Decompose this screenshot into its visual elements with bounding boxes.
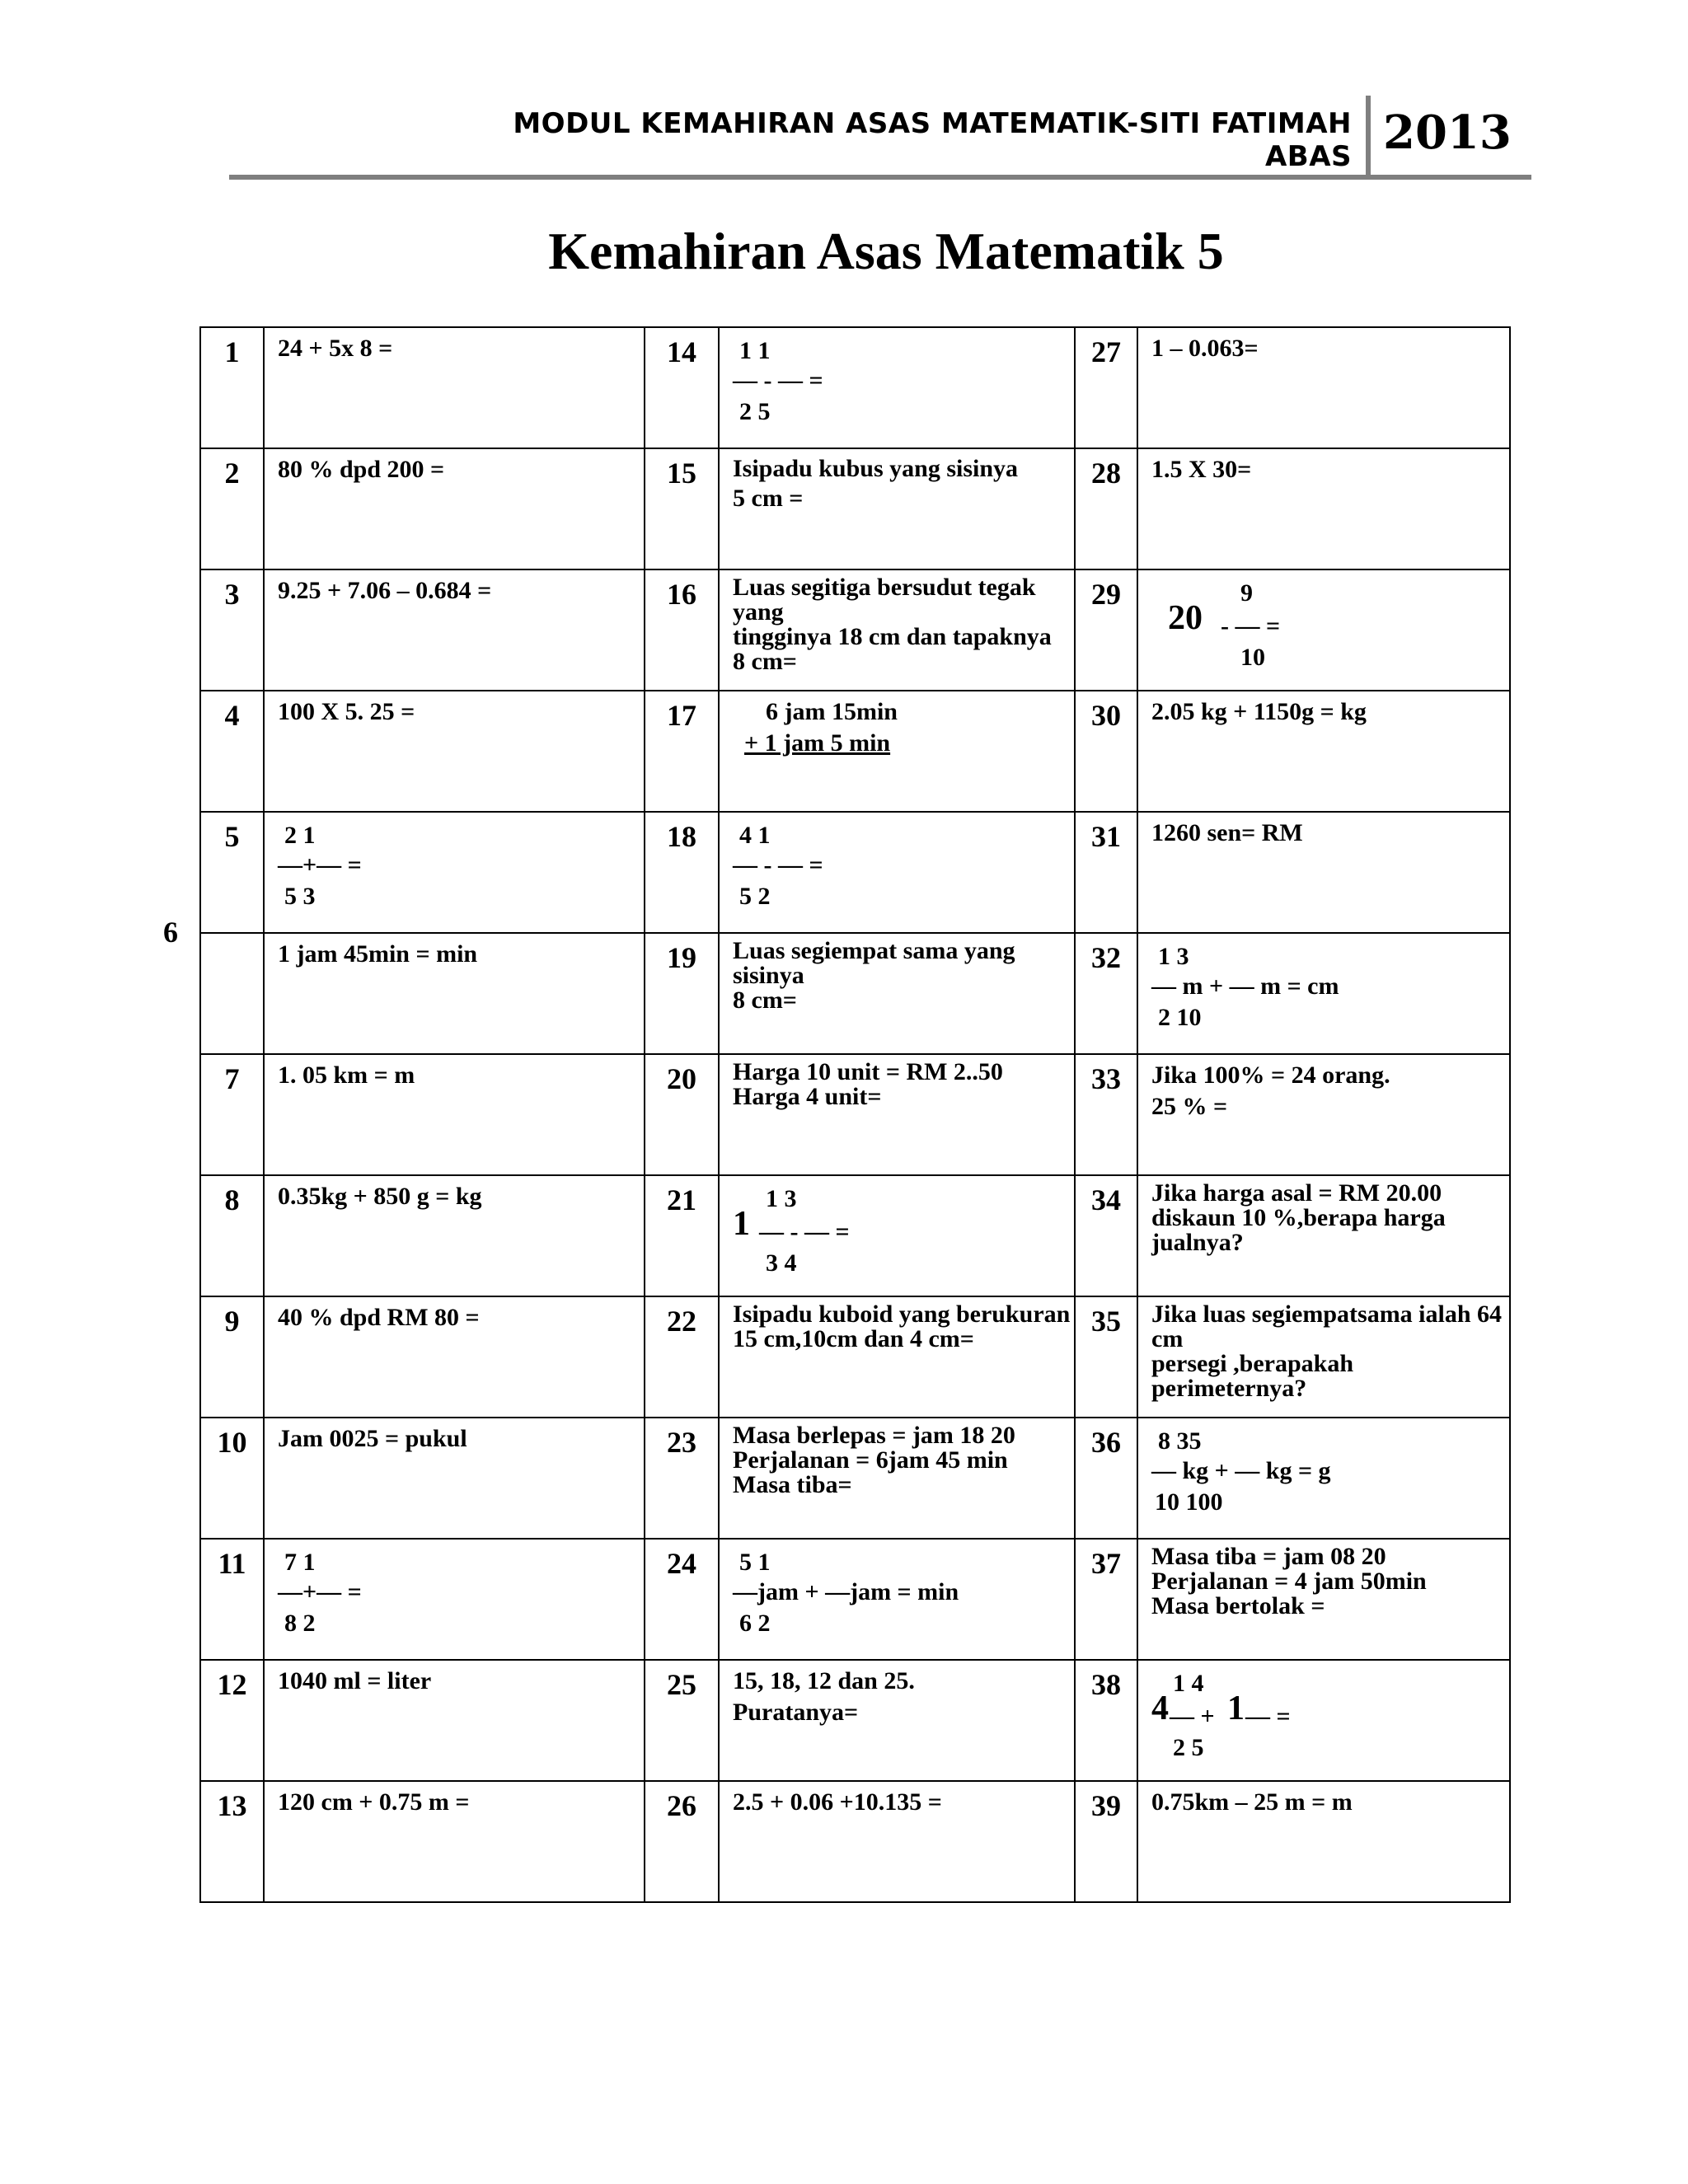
question-7: 1. 05 km = m [264, 1054, 645, 1175]
question-number: 18 [645, 812, 719, 933]
question-19: Luas segiempat sama yang sisinya 8 cm= [719, 933, 1075, 1054]
question-23: Masa berlepas = jam 18 20 Perjalanan = 6jam 45 min Masa tiba= [719, 1418, 1075, 1539]
question-table [199, 326, 1511, 1903]
question-11: 7 1 —+— = 8 2 [264, 1539, 645, 1660]
question-number: 1 [200, 327, 264, 448]
table-row [200, 1418, 1510, 1539]
question-number: 19 [645, 933, 719, 1054]
question-31: 1260 sen= RM [1137, 812, 1510, 933]
question-number [200, 933, 264, 1054]
question-number: 8 [200, 1175, 264, 1296]
question-39: 0.75km – 25 m = m [1137, 1781, 1510, 1902]
question-24: 5 1 —jam + —jam = min 6 2 [719, 1539, 1075, 1660]
question-number: 35 [1075, 1296, 1137, 1418]
question-number: 26 [645, 1781, 719, 1902]
header-divider [1366, 96, 1371, 178]
question-28: 1.5 X 30= [1137, 448, 1510, 569]
question-number: 29 [1075, 569, 1137, 691]
question-number: 16 [645, 569, 719, 691]
question-14: 1 1 — - — = 2 5 [719, 327, 1075, 448]
table-row [200, 1296, 1510, 1418]
question-8: 0.35kg + 850 g = kg [264, 1175, 645, 1296]
table-row [200, 1539, 1510, 1660]
question-number: 2 [200, 448, 264, 569]
question-number: 21 [645, 1175, 719, 1296]
question-27: 1 – 0.063= [1137, 327, 1510, 448]
question-number: 17 [645, 691, 719, 812]
table-row [200, 569, 1510, 691]
question-number: 30 [1075, 691, 1137, 812]
question-number: 5 [200, 812, 264, 933]
header-year: 2013 [1383, 105, 1512, 160]
table-row [200, 933, 1510, 1054]
question-35: Jika luas segiempatsama ialah 64 cm persegi ,berapakah perimeternya? [1137, 1296, 1510, 1418]
table-row [200, 1175, 1510, 1296]
question-number: 9 [200, 1296, 264, 1418]
question-number: 14 [645, 327, 719, 448]
question-9: 40 % dpd RM 80 = [264, 1296, 645, 1418]
table-row [200, 1054, 1510, 1175]
question-5: 2 1 —+— = 5 3 [264, 812, 645, 933]
question-10: Jam 0025 = pukul [264, 1418, 645, 1539]
question-20: Harga 10 unit = RM 2..50 Harga 4 unit= [719, 1054, 1075, 1175]
question-number: 4 [200, 691, 264, 812]
question-number: 34 [1075, 1175, 1137, 1296]
question-number: 15 [645, 448, 719, 569]
question-34: Jika harga asal = RM 20.00 diskaun 10 %,berapa harga jualnya? [1137, 1175, 1510, 1296]
question-12: 1040 ml = liter [264, 1660, 645, 1781]
question-number: 22 [645, 1296, 719, 1418]
question-number: 33 [1075, 1054, 1137, 1175]
question-18: 4 1 — - — = 5 2 [719, 812, 1075, 933]
question-2: 80 % dpd 200 = [264, 448, 645, 569]
question-29: 9 20 - — = 10 [1137, 569, 1510, 691]
question-21: 1 3 1 — - — = 3 4 [719, 1175, 1075, 1296]
question-number: 37 [1075, 1539, 1137, 1660]
table-row [200, 327, 1510, 448]
question-number: 31 [1075, 812, 1137, 933]
table-row [200, 812, 1510, 933]
question-number: 32 [1075, 933, 1137, 1054]
question-number: 27 [1075, 327, 1137, 448]
question-number: 11 [200, 1539, 264, 1660]
module-header: MODUL KEMAHIRAN ASAS MATEMATIK-SITI FATIMAH ABAS [513, 107, 1352, 173]
question-number: 28 [1075, 448, 1137, 569]
question-1: 24 + 5x 8 = [264, 327, 645, 448]
question-number: 24 [645, 1539, 719, 1660]
question-number: 7 [200, 1054, 264, 1175]
page-title: Kemahiran Asas Matematik 5 [548, 222, 1224, 280]
question-13: 120 cm + 0.75 m = [264, 1781, 645, 1902]
question-30: 2.05 kg + 1150g = kg [1137, 691, 1510, 812]
question-32: 1 3 — m + — m = cm 2 10 [1137, 933, 1510, 1054]
question-16: Luas segitiga bersudut tegak yang tingginya 18 cm dan tapaknya 8 cm= [719, 569, 1075, 691]
stray-number: 6 [163, 916, 178, 949]
question-number: 36 [1075, 1418, 1137, 1539]
question-26: 2.5 + 0.06 +10.135 = [719, 1781, 1075, 1902]
header-rule [229, 175, 1531, 180]
question-33: Jika 100% = 24 orang. 25 % = [1137, 1054, 1510, 1175]
question-3: 9.25 + 7.06 – 0.684 = [264, 569, 645, 691]
question-number: 12 [200, 1660, 264, 1781]
question-number: 23 [645, 1418, 719, 1539]
table-row [200, 1781, 1510, 1902]
question-22: Isipadu kuboid yang berukuran 15 cm,10cm dan 4 cm= [719, 1296, 1075, 1418]
question-4: 100 X 5. 25 = [264, 691, 645, 812]
question-37: Masa tiba = jam 08 20 Perjalanan = 4 jam 50min Masa bertolak = [1137, 1539, 1510, 1660]
question-15: Isipadu kubus yang sisinya 5 cm = [719, 448, 1075, 569]
question-number: 3 [200, 569, 264, 691]
table-row [200, 448, 1510, 569]
question-17: 6 jam 15min + 1 jam 5 min [719, 691, 1075, 812]
table-row [200, 1660, 1510, 1781]
question-6: 1 jam 45min = min [264, 933, 645, 1054]
question-number: 39 [1075, 1781, 1137, 1902]
question-38: 1 4 4 — + 1 — = 2 5 [1137, 1660, 1510, 1781]
question-number: 25 [645, 1660, 719, 1781]
question-number: 10 [200, 1418, 264, 1539]
question-36: 8 35 — kg + — kg = g 10 100 [1137, 1418, 1510, 1539]
question-number: 20 [645, 1054, 719, 1175]
question-25: 15, 18, 12 dan 25. Puratanya= [719, 1660, 1075, 1781]
table-row [200, 691, 1510, 812]
question-number: 38 [1075, 1660, 1137, 1781]
question-number: 13 [200, 1781, 264, 1902]
